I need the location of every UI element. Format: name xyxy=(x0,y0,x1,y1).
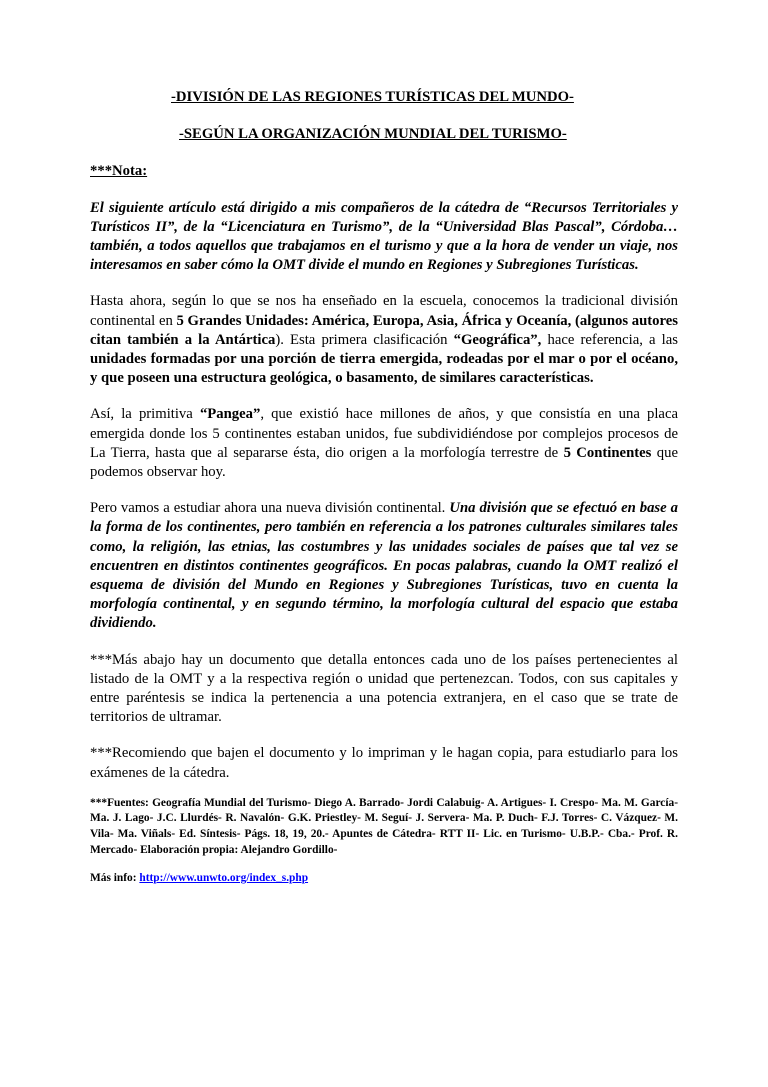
paragraph-new-division xyxy=(90,499,678,633)
p1-text-a: Hasta ahora, según lo que se nos ha enseñado en la escuela, conocemos la tradicional división continental en xyxy=(90,293,678,329)
p1-bold-definition: unidades formadas por una porción de tierra emergida, rodeadas por el mar o por el océano, y que poseen una estructura geológica, o basamento, de similares características. xyxy=(90,351,678,387)
p3-text-a: Pero vamos a estudiar ahora una nueva división continental. xyxy=(90,500,450,517)
p1-bold-geografica: “Geográfica”, xyxy=(453,331,542,348)
paragraph-pangea xyxy=(90,405,678,482)
p1-text-c: ). Esta primera clasificación xyxy=(275,331,454,348)
document-subtitle: -SEGÚN LA ORGANIZACIÓN MUNDIAL DEL TURISMO- xyxy=(179,126,567,143)
p2-bold-continents: 5 Continentes xyxy=(563,444,652,461)
p2-text-a: Así, la primitiva xyxy=(90,406,200,423)
more-info-label: Más info: xyxy=(90,872,140,885)
note-label: ***Nota: xyxy=(90,163,148,180)
document-title: -DIVISIÓN DE LAS REGIONES TURÍSTICAS DEL MUNDO- xyxy=(171,89,574,105)
paragraph-continents xyxy=(90,292,678,388)
p2-text-e: que podemos observar hoy. xyxy=(90,444,678,481)
p2-bold-pangea: “Pangea” xyxy=(199,406,261,423)
more-info-link[interactable]: http://www.unwto.org/index_s.php xyxy=(139,872,309,885)
document-page xyxy=(90,88,678,887)
paragraph-recommendation: ***Recomiendo que bajen el documento y lo impriman y le hagan copia, para estudiarlo para los exámenes de la cátedra. xyxy=(90,745,678,781)
intro-paragraph: El siguiente artículo está dirigido a mis compañeros de la cátedra de “Recursos Territoriales y Turísticos II”, de la “Licenciatura en Turismo”, de la “Universidad Blas Pascal”, Córdoba…también, a todos aquellos que trabajamos en el turismo y que a la hora de vender un viaje, nos interesamos en saber cómo la OMT divide el mundo en Regiones y Subregiones Turísticas. xyxy=(90,199,678,274)
p1-text-e: hace referencia, a las xyxy=(541,331,679,348)
p2-text-c: , que existió hace millones de años, y que consistía en una placa emergida donde los 5 continentes estaban unidos, fue subdividiéndose por complejos procesos de La Tierra, hasta que al separarse ésta, dio origen a la morfología terrestre de xyxy=(90,406,678,461)
p3-bold-italic: Una división que se efectuó en base a la forma de los continentes, pero también en referencia a los patrones culturales similares tales como, la religión, las etnias, las costumbres y las unidades sociales de países que tal vez se encuentren en distintos continentes geográficos. En pocas palabras, cuando la OMT realizó el esquema de división del Mundo en Regiones y Subregiones Turísticas, tuvo en cuenta la morfología continental, y en segundo término, la morfología cultural del espacio que estaba dividiendo. xyxy=(90,500,679,632)
sources-note: ***Fuentes: Geografía Mundial del Turismo- Diego A. Barrado- Jordi Calabuig- A. Artigues- I. Crespo- Ma. M. García- Ma. J. Lago- J.C. Llurdés- R. Navalón- G.K. Priestley- M. Seguí- J. Servera- Ma. P. Duch- F.J. Torres- C. Vázquez- M. Vila- Ma. Viñals- Ed. Síntesis- Págs. 18, 19, 20.- Apuntes de Cátedra- RTT II- Lic. en Turismo- U.B.P.- Cba.- Prof. R. Mercado- Elaboración propia: Alejandro Gordillo- xyxy=(90,796,678,856)
p1-bold-units: 5 Grandes Unidades: América, Europa, Asia, África y Oceanía, (algunos autores citan también a la Antártica xyxy=(90,312,678,348)
paragraph-document-info: ***Más abajo hay un documento que detalla entonces cada uno de los países pertenecientes al listado de la OMT y a la respectiva región o unidad que pertenezcan. Todos, con sus capitales y entre paréntesis se indica la pertenencia a una potencia extranjera, en el caso que se trate de territorios de ultramar. xyxy=(90,651,678,726)
more-info xyxy=(90,871,678,887)
